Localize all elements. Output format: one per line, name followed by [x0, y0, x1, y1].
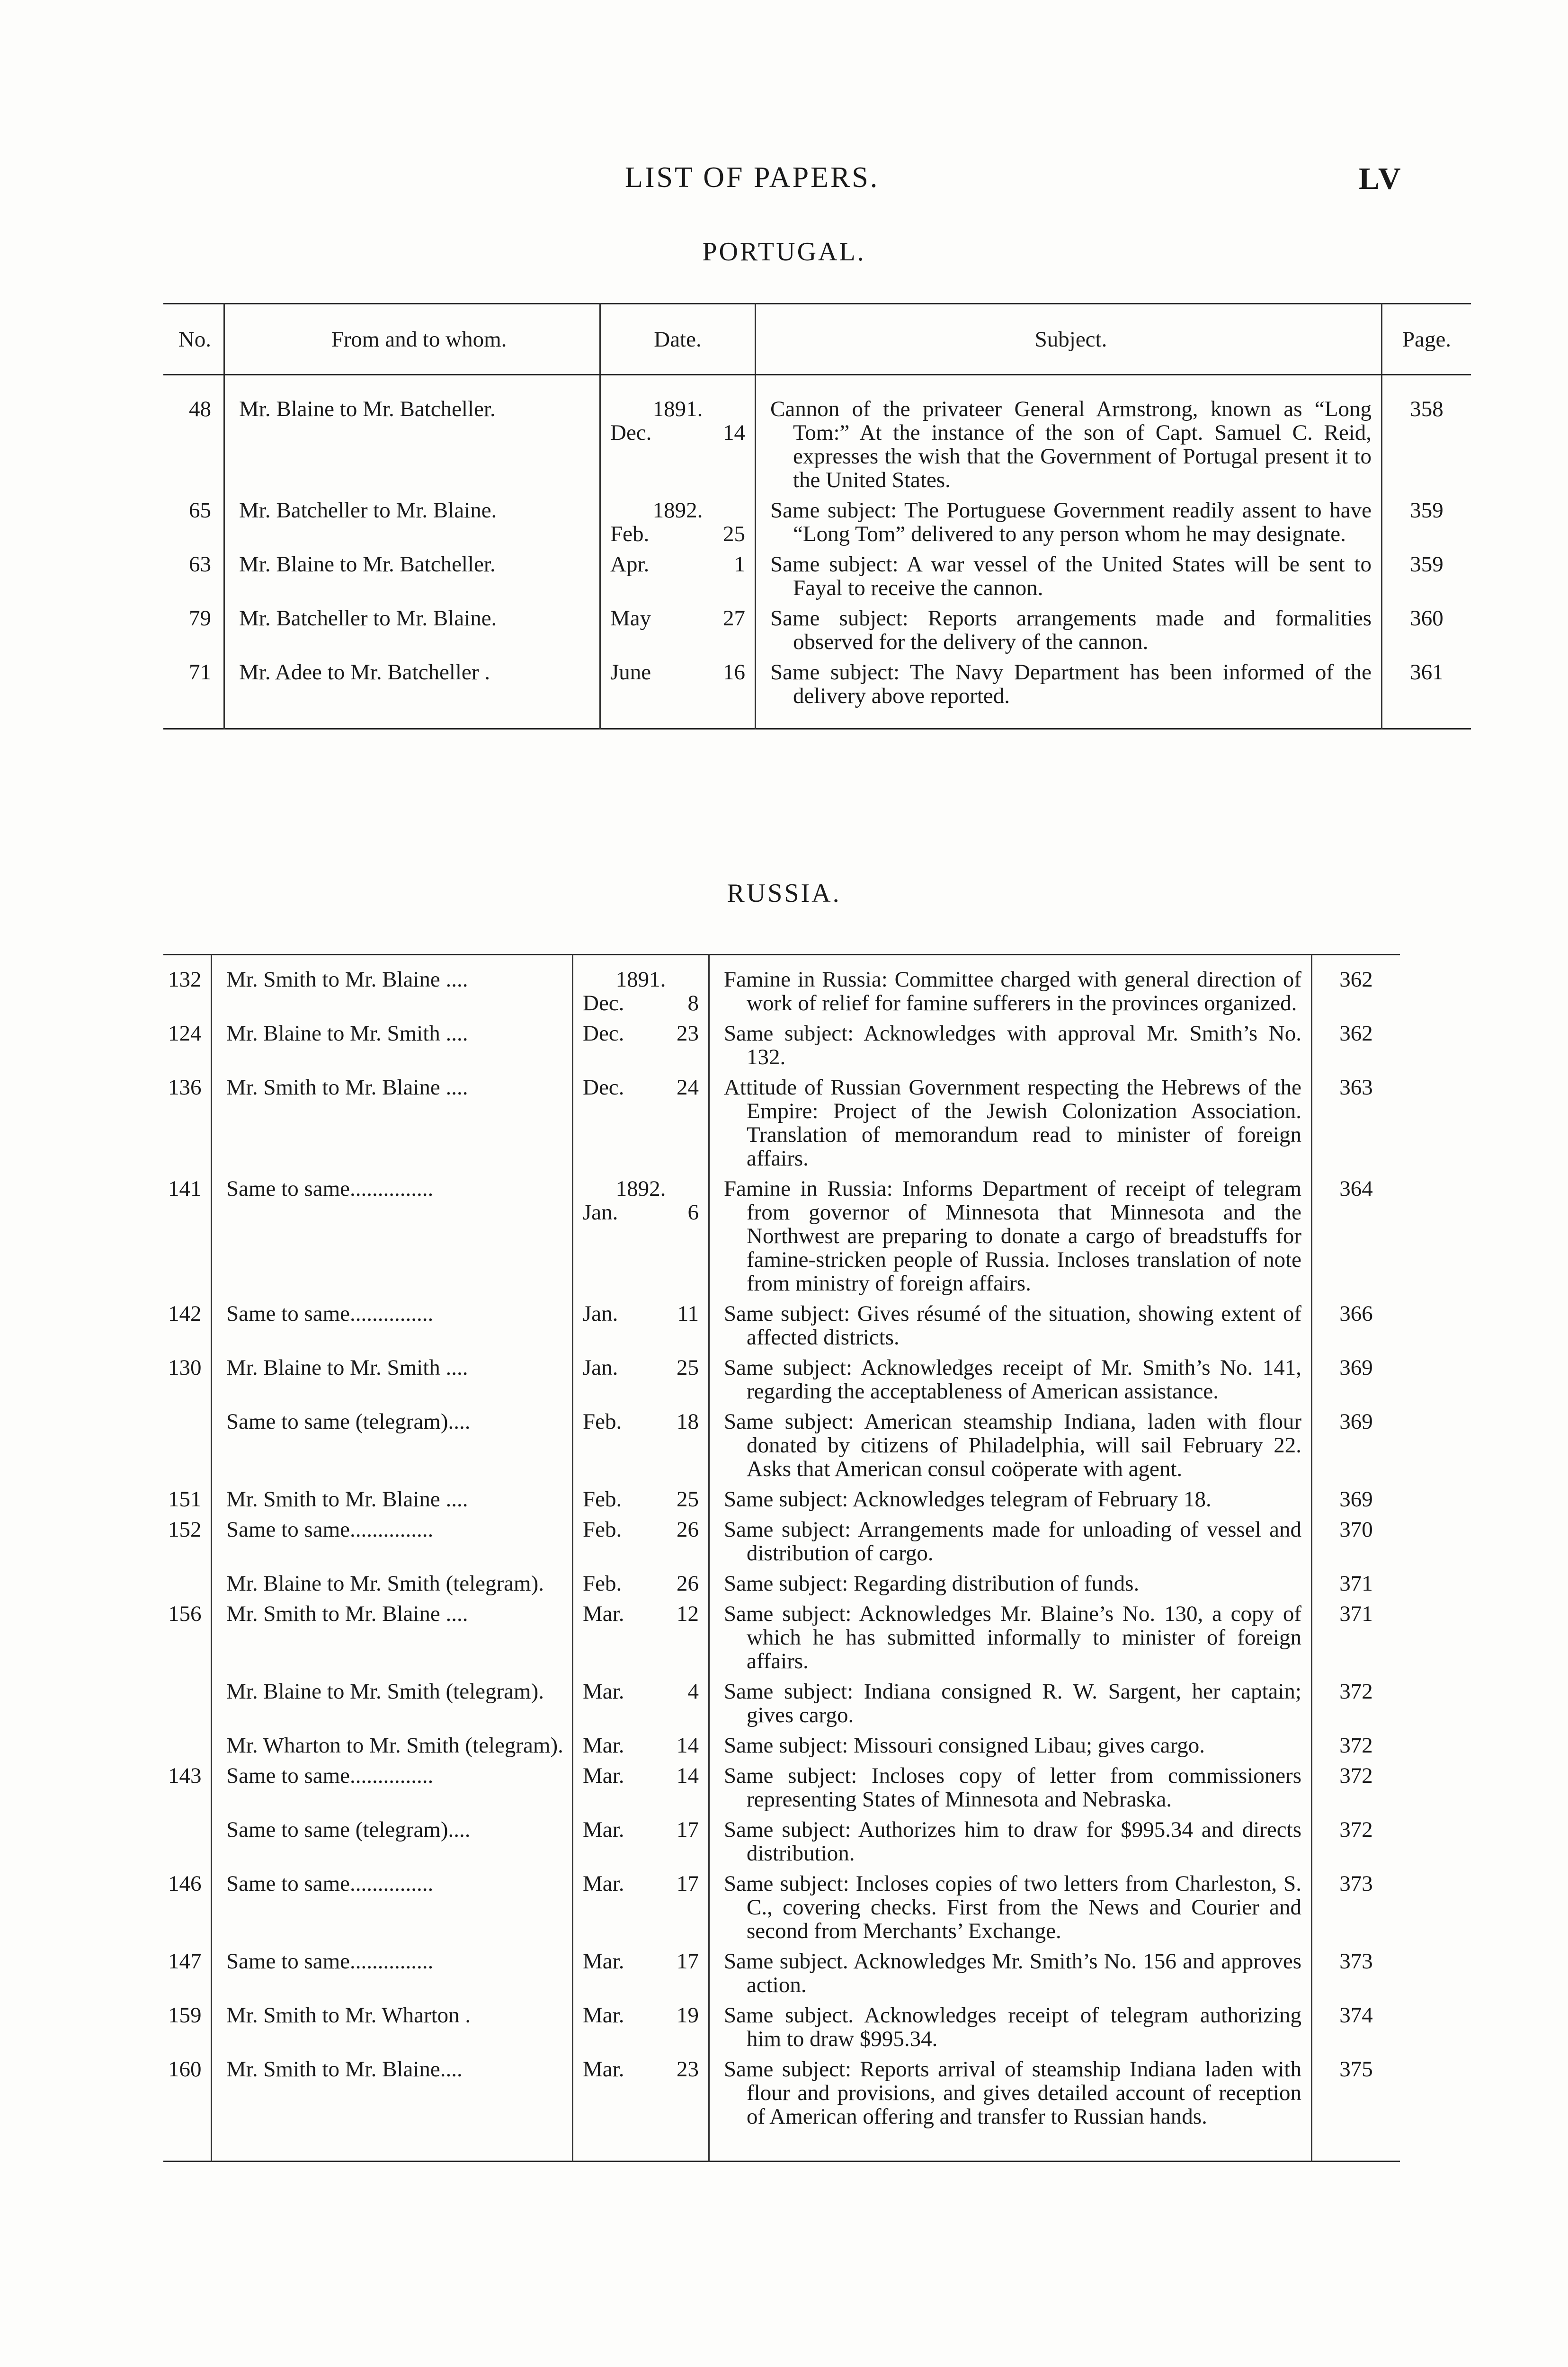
- subject-text: Same subject. Acknowledges receipt of telegram authorizing him to draw $995.34.: [724, 2003, 1301, 2051]
- page-header: [0, 161, 1568, 199]
- table-row: [163, 658, 1471, 712]
- subject-text: Same subject: Authorizes him to draw for $995.34 and directs distribution.: [724, 1817, 1301, 1866]
- date-day: 26: [677, 1571, 699, 1596]
- date-day: 17: [677, 1871, 699, 1896]
- table-row: [163, 550, 1471, 604]
- date-day: 16: [723, 660, 745, 685]
- date-value: [610, 421, 745, 445]
- subject-text: Same subject: Reports arrangements made and formalities observed for the delivery of the cannon.: [770, 606, 1372, 654]
- date-month: May: [610, 606, 651, 631]
- from-to-whom: Mr. Blaine to Mr. Smith (telegram).: [226, 1571, 544, 1596]
- date-month: Feb.: [583, 1487, 622, 1512]
- table-row: [163, 2055, 1400, 2132]
- table-row: [163, 1299, 1400, 1353]
- page-reference: 363: [1339, 1075, 1373, 1100]
- column-header-from: From and to whom.: [224, 304, 600, 375]
- from-to-whom: Same to same...............: [226, 1176, 434, 1201]
- date-day: 23: [677, 1021, 699, 1046]
- date-value: [610, 606, 745, 630]
- date-day: 1: [734, 552, 745, 577]
- table-row: [163, 1569, 1400, 1599]
- subject-text: Same subject: A war vessel of the United States will be sent to Fayal to receive the cannon.: [770, 552, 1372, 600]
- table-row: [163, 1869, 1400, 1947]
- from-to-whom: Mr. Blaine to Mr. Batcheller.: [239, 397, 496, 421]
- table-spacer: [163, 375, 1471, 395]
- from-to-whom: Mr. Smith to Mr. Blaine ....: [226, 1487, 468, 1512]
- date-month: Dec.: [583, 1021, 624, 1046]
- date-value: [583, 1518, 699, 1541]
- paper-number: 142: [168, 1301, 202, 1326]
- table-row: [163, 1731, 1400, 1761]
- paper-number: 151: [168, 1487, 202, 1512]
- page-reference: 366: [1339, 1301, 1373, 1326]
- portugal-table: [163, 303, 1471, 730]
- date-year: 1891.: [652, 397, 703, 421]
- date-month: Apr.: [610, 552, 650, 577]
- date-day: 23: [677, 2057, 699, 2082]
- paper-number: 152: [168, 1517, 202, 1542]
- page-reference: 369: [1339, 1409, 1373, 1434]
- page-reference: 359: [1410, 498, 1443, 523]
- table-row: [163, 1815, 1400, 1869]
- date-day: 14: [723, 420, 745, 445]
- date-month: Dec.: [610, 420, 652, 445]
- date-month: Mar.: [583, 1871, 624, 1896]
- subject-text: Same subject: Incloses copy of letter from commissioners representing States of Minnesota and Nebraska.: [724, 1763, 1301, 1812]
- from-to-whom: Mr. Smith to Mr. Blaine ....: [226, 1075, 468, 1100]
- from-to-whom: Mr. Smith to Mr. Blaine ....: [226, 1602, 468, 1626]
- paper-number: 48: [189, 397, 211, 421]
- from-to-whom: Same to same...............: [226, 1949, 434, 1974]
- from-to-whom: Same to same...............: [226, 1517, 434, 1542]
- paper-number: 141: [168, 1176, 202, 1201]
- page-reference: 374: [1339, 2003, 1373, 2028]
- table-row: [163, 496, 1471, 550]
- subject-text: Same subject: Indiana consigned R. W. Sargent, her captain; gives cargo.: [724, 1679, 1301, 1727]
- table-row: [163, 1407, 1400, 1485]
- page-reference: 372: [1339, 1763, 1373, 1788]
- from-to-whom: Mr. Blaine to Mr. Smith (telegram).: [226, 1679, 544, 1704]
- page-reference: 373: [1339, 1949, 1373, 1974]
- subject-text: Same subject: Regarding distribution of funds.: [724, 1571, 1140, 1596]
- date-month: Mar.: [583, 1602, 624, 1626]
- date-value: [610, 552, 745, 576]
- page-reference: 371: [1339, 1602, 1373, 1626]
- column-header-page: Page.: [1382, 304, 1471, 375]
- date-value: [583, 2057, 699, 2081]
- date-value: [583, 1487, 699, 1511]
- table-row: [163, 604, 1471, 658]
- subject-text: Same subject: Reports arrival of steamship Indiana laden with flour and provisions, and gives detailed account of reception of American offering and transfer to Russian hands.: [724, 2057, 1301, 2129]
- table-spacer: [163, 955, 1400, 965]
- date-day: 19: [677, 2003, 699, 2028]
- table-row: [163, 965, 1400, 1019]
- from-to-whom: Mr. Adee to Mr. Batcheller .: [239, 660, 490, 685]
- page-reference: 362: [1339, 967, 1373, 992]
- portugal-table-body: [163, 375, 1471, 729]
- subject-text: Same subject: The Portuguese Government readily assent to have “Long Tom” delivered to any person whom he may designate.: [770, 498, 1372, 546]
- date-month: Dec.: [583, 1075, 624, 1100]
- subject-text: Same subject: Missouri consigned Libau; gives cargo.: [724, 1733, 1205, 1758]
- table-row: [163, 2001, 1400, 2055]
- page-number: LV: [1359, 161, 1402, 196]
- from-to-whom: Mr. Blaine to Mr. Smith ....: [226, 1021, 468, 1046]
- subject-text: Same subject: Arrangements made for unloading of vessel and distribution of cargo.: [724, 1517, 1301, 1566]
- column-header-subject: Subject.: [756, 304, 1382, 375]
- date-month: Mar.: [583, 1817, 624, 1842]
- date-month: Feb.: [583, 1517, 622, 1542]
- page-reference: 372: [1339, 1679, 1373, 1704]
- date-year: 1892.: [652, 498, 703, 523]
- paper-number: 160: [168, 2057, 202, 2082]
- date-value: [583, 991, 699, 1015]
- page-reference: 375: [1339, 2057, 1373, 2082]
- from-to-whom: Same to same (telegram)....: [226, 1817, 471, 1842]
- date-day: 11: [677, 1301, 699, 1326]
- date-month: Feb.: [583, 1571, 622, 1596]
- from-to-whom: Mr. Batcheller to Mr. Blaine.: [239, 498, 497, 523]
- date-month: Feb.: [610, 522, 650, 546]
- page-reference: 361: [1410, 660, 1443, 685]
- paper-number: 156: [168, 1602, 202, 1626]
- date-value: [583, 1602, 699, 1626]
- table-row: [163, 394, 1471, 496]
- page-reference: 359: [1410, 552, 1443, 577]
- date-value: [583, 1356, 699, 1379]
- paper-number: 124: [168, 1021, 202, 1046]
- date-month: Mar.: [583, 1679, 624, 1704]
- subject-text: Same subject: American steamship Indiana, laden with flour donated by citizens of Philadelphia, will sail February 22. Asks that American consul coöperate with agent.: [724, 1409, 1301, 1481]
- date-value: [610, 522, 745, 546]
- date-day: 25: [723, 522, 745, 546]
- paper-number: 143: [168, 1763, 202, 1788]
- page-reference: 369: [1339, 1355, 1373, 1380]
- subject-text: Attitude of Russian Government respecting the Hebrews of the Empire: Project of the Jewish Colonization Association. Translation of memorandum read to minister of foreign affairs.: [724, 1075, 1301, 1171]
- paper-number: 146: [168, 1871, 202, 1896]
- date-day: 25: [677, 1487, 699, 1512]
- paper-number: 159: [168, 2003, 202, 2028]
- subject-text: Same subject. Acknowledges Mr. Smith’s No. 156 and approves action.: [724, 1949, 1301, 1997]
- date-month: Mar.: [583, 1733, 624, 1758]
- date-value: [583, 1872, 699, 1895]
- subject-text: Cannon of the privateer General Armstrong, known as “Long Tom:” At the instance of the son of Capt. Samuel C. Reid, expresses the wish that the Government of Portugal present it to the United States.: [770, 397, 1372, 492]
- paper-number: 136: [168, 1075, 202, 1100]
- table-row: [163, 1019, 1400, 1073]
- table-row: [163, 1485, 1400, 1515]
- from-to-whom: Mr. Batcheller to Mr. Blaine.: [239, 606, 497, 631]
- from-to-whom: Mr. Smith to Mr. Blaine ....: [226, 967, 468, 992]
- table-spacer: [163, 2132, 1400, 2162]
- date-day: 27: [723, 606, 745, 631]
- date-value: [583, 1764, 699, 1788]
- date-value: [583, 1680, 699, 1703]
- paper-number: 147: [168, 1949, 202, 1974]
- table-row: [163, 1761, 1400, 1815]
- date-month: Mar.: [583, 2003, 624, 2028]
- russia-table-body: [163, 955, 1400, 2162]
- date-value: [583, 1410, 699, 1433]
- date-day: 12: [677, 1602, 699, 1626]
- date-value: [583, 2003, 699, 2027]
- page-reference: 373: [1339, 1871, 1373, 1896]
- date-value: [583, 1734, 699, 1757]
- date-day: 14: [677, 1763, 699, 1788]
- from-to-whom: Mr. Blaine to Mr. Smith ....: [226, 1355, 468, 1380]
- date-value: [583, 1818, 699, 1842]
- date-month: Mar.: [583, 2057, 624, 2082]
- page-reference: 371: [1339, 1571, 1373, 1596]
- date-month: June: [610, 660, 651, 685]
- date-value: [583, 1076, 699, 1099]
- date-day: 18: [677, 1409, 699, 1434]
- date-month: Jan.: [583, 1200, 618, 1225]
- subject-text: Same subject: Gives résumé of the situation, showing extent of affected districts.: [724, 1301, 1301, 1350]
- date-month: Mar.: [583, 1949, 624, 1974]
- table-spacer: [163, 712, 1471, 729]
- section-title-russia: RUSSIA.: [727, 879, 841, 908]
- paper-number: 130: [168, 1355, 202, 1380]
- date-value: [583, 1949, 699, 1973]
- table-row: [163, 1353, 1400, 1407]
- page-reference: 364: [1339, 1176, 1373, 1201]
- column-header-no: No.: [163, 304, 224, 375]
- date-day: 25: [677, 1355, 699, 1380]
- table-row: [163, 1947, 1400, 2001]
- from-to-whom: Mr. Smith to Mr. Wharton .: [226, 2003, 471, 2028]
- date-month: Jan.: [583, 1301, 618, 1326]
- date-value: [583, 1201, 699, 1224]
- from-to-whom: Mr. Smith to Mr. Blaine....: [226, 2057, 463, 2082]
- paper-number: 71: [189, 660, 211, 685]
- table-row: [163, 1599, 1400, 1677]
- page-reference: 360: [1410, 606, 1443, 631]
- column-header-date: Date.: [600, 304, 756, 375]
- date-value: [583, 1572, 699, 1595]
- date-day: 4: [687, 1679, 699, 1704]
- subject-text: Famine in Russia: Informs Department of receipt of telegram from governor of Minnesota that Minnesota and the Northwest are preparing to donate a cargo of breadstuffs for famine-stricken people of Russia. Incloses translation of note from ministry of foreign affairs.: [724, 1176, 1301, 1296]
- page-reference: 358: [1410, 397, 1443, 421]
- from-to-whom: Mr. Wharton to Mr. Smith (telegram).: [226, 1733, 563, 1758]
- section-title-portugal: PORTUGAL.: [702, 237, 866, 267]
- date-year: 1892.: [615, 1176, 666, 1201]
- date-month: Jan.: [583, 1355, 618, 1380]
- from-to-whom: Same to same (telegram)....: [226, 1409, 471, 1434]
- page-reference: 372: [1339, 1817, 1373, 1842]
- paper-number: 63: [189, 552, 211, 577]
- date-day: 14: [677, 1733, 699, 1758]
- table-row: [163, 1073, 1400, 1174]
- page-reference: 369: [1339, 1487, 1373, 1512]
- date-day: 17: [677, 1817, 699, 1842]
- paper-number: 65: [189, 498, 211, 523]
- subject-text: Same subject: Acknowledges receipt of Mr. Smith’s No. 141, regarding the acceptableness of American assistance.: [724, 1355, 1301, 1404]
- table-row: [163, 1515, 1400, 1569]
- date-day: 17: [677, 1949, 699, 1974]
- table-row: [163, 1677, 1400, 1731]
- table-row: [163, 1174, 1400, 1299]
- date-month: Feb.: [583, 1409, 622, 1434]
- page-reference: 372: [1339, 1733, 1373, 1758]
- date-year: 1891.: [615, 967, 666, 992]
- from-to-whom: Mr. Blaine to Mr. Batcheller.: [239, 552, 496, 577]
- date-day: 24: [677, 1075, 699, 1100]
- date-day: 8: [687, 991, 699, 1015]
- page-reference: 362: [1339, 1021, 1373, 1046]
- from-to-whom: Same to same...............: [226, 1763, 434, 1788]
- date-value: [583, 1022, 699, 1045]
- paper-number: 79: [189, 606, 211, 631]
- paper-number: 132: [168, 967, 202, 992]
- date-value: [610, 660, 745, 684]
- page-reference: 370: [1339, 1517, 1373, 1542]
- subject-text: Same subject: The Navy Department has been informed of the delivery above reported.: [770, 660, 1372, 708]
- subject-text: Famine in Russia: Committee charged with general direction of work of relief for famine sufferers in the provinces organized.: [724, 967, 1301, 1015]
- running-title: LIST OF PAPERS.: [625, 161, 880, 194]
- date-month: Mar.: [583, 1763, 624, 1788]
- from-to-whom: Same to same...............: [226, 1301, 434, 1326]
- russia-table: [163, 954, 1400, 2162]
- date-value: [583, 1302, 699, 1326]
- subject-text: Same subject: Acknowledges Mr. Blaine’s No. 130, a copy of which he has submitted informally to minister of foreign affairs.: [724, 1602, 1301, 1673]
- subject-text: Same subject: Acknowledges with approval Mr. Smith’s No. 132.: [724, 1021, 1301, 1069]
- subject-text: Same subject: Acknowledges telegram of February 18.: [724, 1487, 1212, 1512]
- date-day: 6: [687, 1200, 699, 1225]
- date-day: 26: [677, 1517, 699, 1542]
- from-to-whom: Same to same...............: [226, 1871, 434, 1896]
- subject-text: Same subject: Incloses copies of two letters from Charleston, S. C., covering checks. First from the News and Courier and second from Merchants’ Exchange.: [724, 1871, 1301, 1943]
- date-month: Dec.: [583, 991, 624, 1015]
- table-header-row: [163, 304, 1471, 375]
